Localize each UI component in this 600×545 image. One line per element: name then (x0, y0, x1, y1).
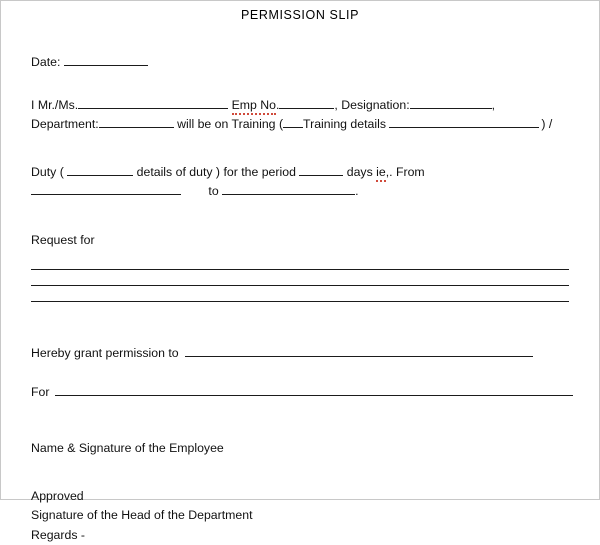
department-input[interactable] (99, 115, 174, 128)
duty-details-input[interactable] (67, 163, 133, 176)
department-row (31, 115, 569, 134)
designation-input[interactable] (410, 96, 492, 109)
training-text: will be on Training ( (177, 117, 284, 132)
date-label: Date: (31, 55, 61, 69)
employee-details-row (31, 96, 569, 115)
document-body (1, 53, 599, 545)
emp-no-label: Emp No (232, 98, 276, 115)
duty-row (31, 163, 569, 182)
department-label: Department: (31, 117, 99, 132)
date-input[interactable] (64, 53, 148, 66)
training-mark-input[interactable] (283, 115, 303, 128)
date-row (31, 53, 569, 72)
duty-details-text: details of duty ) for the period (136, 165, 296, 180)
designation-label: Designation: (341, 98, 410, 113)
duty-to-label: to (208, 184, 219, 199)
request-line-2-input[interactable] (31, 285, 569, 286)
regards-label: Regards - (31, 527, 85, 542)
for-label: For (31, 385, 50, 400)
to-date-input[interactable] (222, 182, 355, 195)
training-close: ) / (541, 117, 553, 132)
hereby-label: Hereby grant permission to (31, 346, 179, 361)
emp-no-separator: . (275, 98, 280, 113)
duty-ie-tail: ,. From (385, 165, 425, 180)
emp-no-input[interactable] (279, 96, 334, 109)
permission-to-input[interactable] (185, 344, 533, 357)
training-details-label: Training details (303, 117, 386, 132)
employee-name-input[interactable] (78, 96, 228, 109)
duty-period-end: . (355, 184, 359, 199)
approved-label: Approved (31, 489, 84, 504)
duty-ie-label: ie (376, 165, 386, 182)
page-title: PERMISSION SLIP (240, 8, 360, 22)
head-signature-label: Signature of the Head of the Department (31, 508, 253, 523)
designation-tail: , (491, 98, 496, 113)
duty-open-label: Duty ( (31, 165, 64, 180)
hereby-row (31, 344, 569, 363)
period-days-input[interactable] (299, 163, 343, 176)
for-row (31, 383, 569, 402)
duty-period-row (31, 182, 569, 201)
request-line-3-input[interactable] (31, 301, 569, 302)
request-for-label: Request for (31, 233, 95, 248)
request-line-1-input[interactable] (31, 269, 569, 270)
employee-signature-label: Name & Signature of the Employee (31, 441, 224, 456)
intro-prefix-label: I Mr./Ms. (31, 98, 79, 113)
designation-separator: , (334, 98, 338, 113)
duty-days-text: days (346, 165, 373, 180)
for-input[interactable] (55, 383, 573, 396)
training-details-input[interactable] (389, 115, 539, 128)
from-date-input[interactable] (31, 182, 181, 195)
